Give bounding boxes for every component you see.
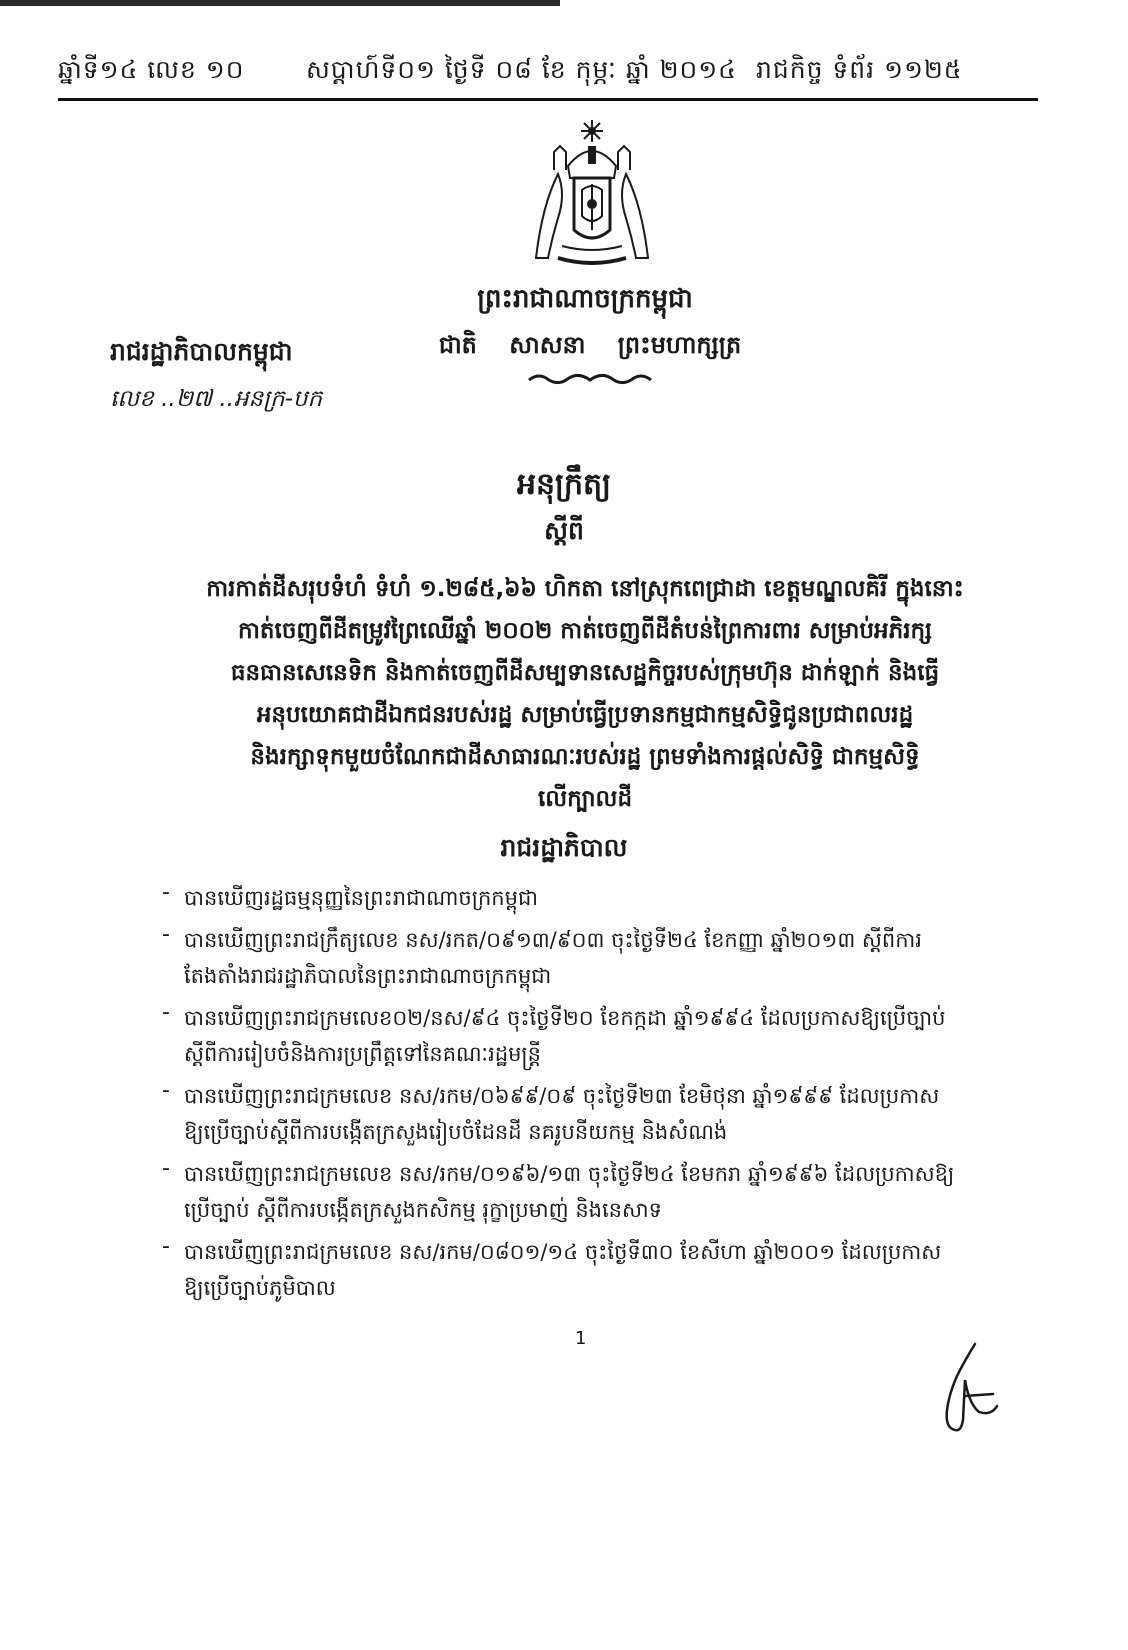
royal-arms-of-cambodia-icon xyxy=(528,118,656,268)
section-title: រាជរដ្ឋាភិបាល xyxy=(500,833,628,862)
reference-line: ប្រើច្បាប់ ស្តីពីការបង្កើតក្រសួងកសិកម្ម រុក្ខាប្រមាញ់ និងនេសាទ xyxy=(184,1198,662,1222)
dash-bullet: - xyxy=(162,922,170,947)
reference-number: លេខ ..២៧ ..អនក្រ-បក xyxy=(110,386,323,412)
national-motto: ជាតិ សាសនា ព្រះមហាក្សត្រ xyxy=(438,331,742,359)
subject-line: ការកាត់ដីសរុបទំហំ ទំហំ ១.២៨៥,៦៦ ហិកតា នៅស្រុកពេជ្រាដា ខេត្តមណ្ឌលគិរី ក្នុងនោះ xyxy=(206,576,964,602)
reference-line: តែងតាំងរាជរដ្ឋាភិបាលនៃព្រះរាជាណាចក្រកម្ពុជា xyxy=(184,964,552,988)
subject-line: ធនធានសេនេទិក និងកាត់ចេញពីដីសម្បទានសេដ្ឋកិច្ចរបស់ក្រុមហ៊ុន ដាក់ឡាក់ និងធ្វើ xyxy=(230,660,940,686)
references-list xyxy=(162,880,1022,1312)
subject-line: និងរក្សាទុកមួយចំណែកជាដីសាធារណៈរបស់រដ្ឋ ព្រមទាំងការផ្តល់សិទ្ធិ ជាកម្មសិទ្ធិ xyxy=(250,744,920,770)
reference-line: ឱ្យប្រើច្បាប់ស្តីពីការបង្កើតក្រសួងរៀបចំដែនដី នគរូបនីយកម្ម និងសំណង់ xyxy=(184,1120,728,1144)
about-label: ស្តីពី xyxy=(544,516,584,545)
reference-item xyxy=(162,1000,1022,1072)
dash-bullet: - xyxy=(162,1234,170,1259)
subject-line: លើក្បាលដី xyxy=(537,786,633,812)
reference-item xyxy=(162,922,1022,994)
dash-bullet: - xyxy=(162,1000,170,1025)
reference-line: បានឃើញព្រះរាជក្រមលេខ នស/រកម/០១៩៦/១៣ ចុះថ្ងៃទី២៤ ខែមករា ឆ្នាំ១៩៩៦ ដែលប្រកាសឱ្យ xyxy=(184,1162,955,1186)
reference-line: បានឃើញព្រះរាជក្រឹត្យលេខ នស/រកត/០៩១៣/៩០៣ ចុះថ្ងៃទី២៤ ខែកញ្ញា ឆ្នាំ២០១៣ ស្តីពីការ xyxy=(184,928,922,952)
kingdom-title: ព្រះរាជាណាចក្រកម្ពុជា xyxy=(477,284,693,314)
reference-item xyxy=(162,1234,1022,1306)
reference-line: ឱ្យប្រើច្បាប់ភូមិបាល xyxy=(184,1276,336,1300)
document-type-title: អនុក្រឹត្យ xyxy=(516,467,612,502)
gazette-volume: ឆ្នាំទី១៤ លេខ ១០ xyxy=(58,55,245,84)
reference-line: បានឃើញព្រះរាជក្រមលេខ នស/រកម/០៦៩៩/០៩ ចុះថ្ងៃទី២៣ ខែមិថុនា ឆ្នាំ១៩៩៩ ដែលប្រកាស xyxy=(184,1084,940,1108)
subject-line: អនុបយោគជាដីឯកជនរបស់រដ្ឋ សម្រាប់ធ្វើប្រទានកម្មជាកម្មសិទ្ធិជូនប្រជាពលរដ្ឋ xyxy=(256,702,914,728)
page-number: 1 xyxy=(575,1328,587,1349)
ornament-divider-icon xyxy=(525,370,655,386)
issuing-authority: រាជរដ្ឋាភិបាលកម្ពុជា xyxy=(110,337,293,366)
dash-bullet: - xyxy=(162,1078,170,1103)
reference-item xyxy=(162,880,1022,916)
gazette-week-date: សប្តាហ៍ទី០១ ថ្ងៃទី ០៨ ខែ កុម្ភៈ ឆ្នាំ ២០១៤ xyxy=(306,55,737,84)
subject-line: កាត់ចេញពីដីតម្រូវព្រៃឈើឆ្នាំ ២០០២ កាត់ចេញពីដីតំបន់ព្រៃការពារ សម្រាប់អភិរក្ស xyxy=(238,618,932,644)
reference-item xyxy=(162,1156,1022,1228)
header-rule xyxy=(58,98,1038,101)
reference-line: បានឃើញព្រះរាជក្រមលេខ នស/រកម/០៨០១/១៤ ចុះថ្ងៃទី៣០ ខែសីហា ឆ្នាំ២០០១ ដែលប្រកាស xyxy=(184,1240,942,1264)
reference-line: បានឃើញព្រះរាជក្រមលេខ០២/នស/៩៤ ចុះថ្ងៃទី២០ ខែកក្កដា ឆ្នាំ១៩៩៤ ដែលប្រកាសឱ្យប្រើច្បាប់ xyxy=(184,1006,946,1030)
reference-item xyxy=(162,1078,1022,1150)
reference-line: បានឃើញរដ្ឋធម្មនុញ្ញនៃព្រះរាជាណាចក្រកម្ពុជា xyxy=(184,886,538,910)
dash-bullet: - xyxy=(162,880,170,905)
gazette-page: រាជកិច្ច ទំព័រ ១១២៥ xyxy=(756,55,963,84)
gazette-header xyxy=(58,55,1038,95)
reference-line: ស្តីពីការរៀបចំនិងការប្រព្រឹត្តទៅនៃគណៈរដ្ឋមន្ត្រី xyxy=(184,1042,541,1066)
subject-block xyxy=(170,568,1000,820)
dash-bullet: - xyxy=(162,1156,170,1181)
initials-signature xyxy=(935,1340,1005,1435)
scan-edge-line xyxy=(0,0,560,6)
